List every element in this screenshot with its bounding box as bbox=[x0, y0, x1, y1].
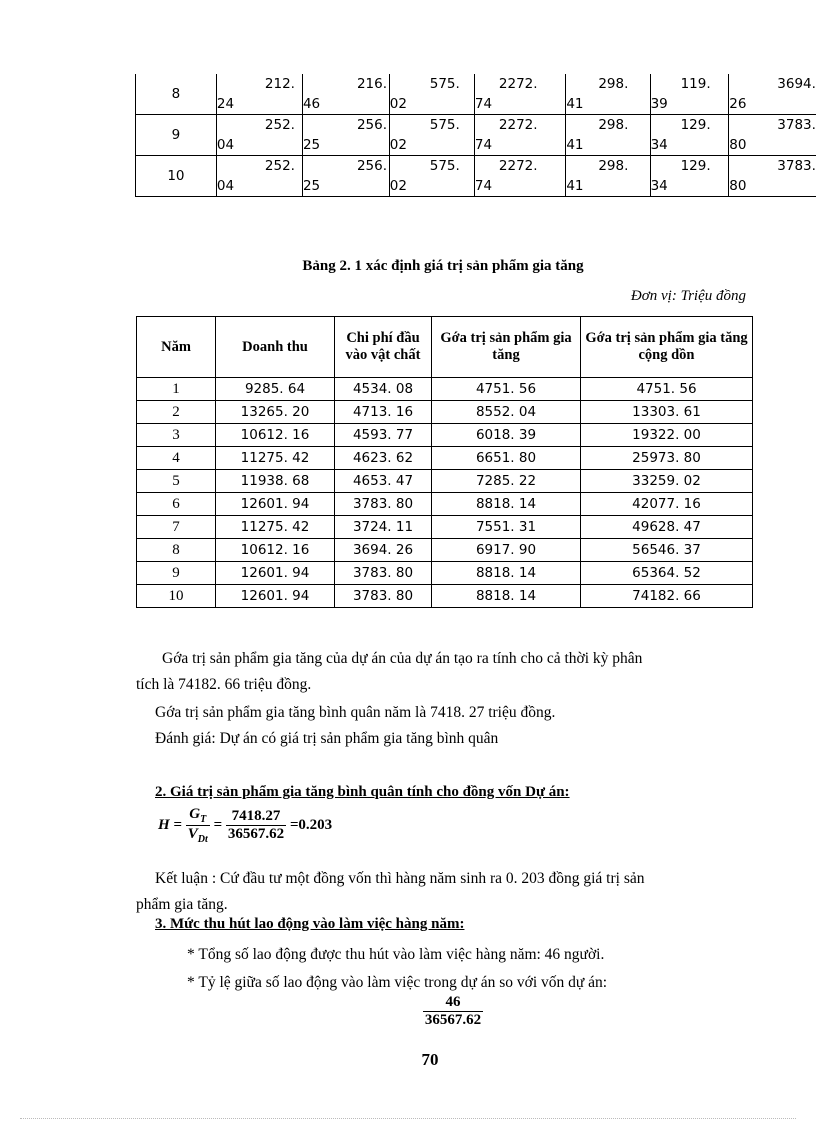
cell-line-1: 256. bbox=[356, 158, 388, 174]
table-cell: 8552. 04 bbox=[432, 401, 581, 424]
cell-line-1: 216. bbox=[356, 76, 388, 92]
cell-line-2: 41 bbox=[566, 96, 584, 112]
cell-line-1: 298. bbox=[598, 117, 629, 133]
continuation-table bbox=[135, 74, 816, 197]
formula-g-sub: T bbox=[200, 814, 207, 825]
cell-line-2: 25 bbox=[302, 137, 321, 153]
table-cell: 4751. 56 bbox=[581, 378, 753, 401]
paragraph-2: Gớa trị sản phẩm gia tăng bình quân năm là 7418. 27 triệu đồng. bbox=[155, 704, 556, 721]
table-cell: 5 bbox=[137, 470, 216, 493]
table-cell: 6 bbox=[137, 493, 216, 516]
table-row bbox=[137, 378, 753, 401]
cell-line-2: 34 bbox=[650, 137, 668, 153]
table-header-row bbox=[137, 317, 753, 378]
table-cell: 4623. 62 bbox=[335, 447, 432, 470]
table-row bbox=[137, 493, 753, 516]
table-row bbox=[137, 516, 753, 539]
table-row bbox=[136, 115, 816, 156]
table-cell: 12601. 94 bbox=[216, 562, 335, 585]
cell-line-2: 02 bbox=[389, 178, 407, 194]
cell-line-2: 80 bbox=[729, 178, 747, 194]
row-year: 10 bbox=[136, 156, 217, 197]
ratio-num: 46 bbox=[423, 994, 483, 1012]
formula-ratio-symbolic bbox=[186, 806, 210, 845]
unit-label: Đơn vị: Triệu đồng bbox=[630, 288, 746, 304]
table-cell bbox=[389, 115, 474, 156]
ratio-den: 36567.62 bbox=[424, 1012, 482, 1028]
table-cell bbox=[650, 115, 729, 156]
table-cell: 11938. 68 bbox=[216, 470, 335, 493]
table-cell: 11275. 42 bbox=[216, 516, 335, 539]
cell-line-2: 41 bbox=[566, 137, 584, 153]
table-cell: 8818. 14 bbox=[432, 562, 581, 585]
table-row bbox=[137, 470, 753, 493]
paragraph-1-line-2: tích là 74182. 66 triệu đồng. bbox=[136, 676, 312, 693]
cell-line-1: 256. bbox=[356, 117, 388, 133]
cell-line-1: 212. bbox=[264, 76, 295, 92]
cell-line-2: 25 bbox=[302, 178, 321, 194]
cell-line-2: 74 bbox=[474, 178, 493, 194]
header-revenue: Doanh thu bbox=[216, 317, 335, 378]
table-cell bbox=[216, 115, 302, 156]
formula-eq-3: = bbox=[289, 816, 299, 833]
table-cell: 12601. 94 bbox=[216, 493, 335, 516]
cell-line-2: 74 bbox=[474, 137, 493, 153]
table-cell bbox=[566, 74, 650, 115]
page-bottom-divider bbox=[20, 1118, 796, 1119]
table-cell: 8 bbox=[137, 539, 216, 562]
cell-line-1: 2272. bbox=[498, 117, 538, 133]
table-cell bbox=[566, 115, 650, 156]
cell-line-2: 41 bbox=[566, 178, 584, 194]
cell-line-1: 3694. bbox=[777, 76, 816, 92]
table-cell: 13303. 61 bbox=[581, 401, 753, 424]
table-row bbox=[137, 424, 753, 447]
table-cell: 3694. 26 bbox=[335, 539, 432, 562]
table-cell: 4653. 47 bbox=[335, 470, 432, 493]
table-cell: 6651. 80 bbox=[432, 447, 581, 470]
cell-line-1: 252. bbox=[264, 158, 295, 174]
table-cell bbox=[566, 156, 650, 197]
table-cell: 7285. 22 bbox=[432, 470, 581, 493]
cell-line-2: 04 bbox=[216, 137, 235, 153]
table-cell: 42077. 16 bbox=[581, 493, 753, 516]
conclusion-line-2: phẩm gia tăng. bbox=[136, 896, 228, 913]
cell-line-1: 252. bbox=[264, 117, 295, 133]
cell-line-2: 46 bbox=[302, 96, 321, 112]
table-cell: 25973. 80 bbox=[581, 447, 753, 470]
row-year: 9 bbox=[136, 115, 217, 156]
table-cell: 12601. 94 bbox=[216, 585, 335, 608]
table-cell bbox=[650, 156, 729, 197]
cell-line-1: 119. bbox=[680, 76, 711, 92]
cell-line-1: 298. bbox=[598, 158, 629, 174]
formula-h bbox=[158, 806, 332, 845]
table-row bbox=[137, 562, 753, 585]
table-cell: 3 bbox=[137, 424, 216, 447]
heading-3: 3. Mức thu hút lao động vào làm việc hàng năm: bbox=[155, 916, 465, 932]
table-cell bbox=[729, 115, 816, 156]
table-cell: 4713. 16 bbox=[335, 401, 432, 424]
table-cell: 13265. 20 bbox=[216, 401, 335, 424]
table-cell: 3783. 80 bbox=[335, 562, 432, 585]
cell-line-1: 298. bbox=[598, 76, 629, 92]
table-cell: 6018. 39 bbox=[432, 424, 581, 447]
table-row bbox=[137, 539, 753, 562]
cell-line-1: 575. bbox=[429, 158, 460, 174]
cell-line-1: 129. bbox=[680, 117, 711, 133]
table-cell: 9 bbox=[137, 562, 216, 585]
cell-line-2: 80 bbox=[729, 137, 747, 153]
cell-line-2: 74 bbox=[474, 96, 493, 112]
table-cell: 4593. 77 bbox=[335, 424, 432, 447]
table-cell: 3783. 80 bbox=[335, 493, 432, 516]
paragraph-1-line-1: Gớa trị sản phẩm gia tăng của dự án của dự án tạo ra tính cho cả thời kỳ phân bbox=[162, 650, 643, 667]
table-cell: 8818. 14 bbox=[432, 585, 581, 608]
table-cell: 49628. 47 bbox=[581, 516, 753, 539]
table-cell: 4534. 08 bbox=[335, 378, 432, 401]
table-cell bbox=[650, 74, 729, 115]
cell-line-1: 2272. bbox=[498, 158, 538, 174]
table-cell bbox=[216, 74, 302, 115]
formula-g: G bbox=[189, 806, 201, 822]
table-cell: 10612. 16 bbox=[216, 539, 335, 562]
table-cell bbox=[216, 156, 302, 197]
table-cell: 8818. 14 bbox=[432, 493, 581, 516]
formula-ratio-numeric bbox=[226, 808, 286, 843]
table-cell bbox=[474, 115, 565, 156]
header-value-added: Gớa trị sản phẩm gia tăng bbox=[432, 317, 581, 378]
cell-line-2: 26 bbox=[729, 96, 747, 112]
table-cell: 56546. 37 bbox=[581, 539, 753, 562]
cell-line-2: 02 bbox=[389, 96, 407, 112]
table-row bbox=[136, 74, 816, 115]
cell-line-1: 3783. bbox=[777, 158, 816, 174]
formula-eq-2: = bbox=[213, 816, 223, 833]
bullet-1: * Tổng số lao động được thu hút vào làm việc hàng năm: 46 người. bbox=[187, 946, 605, 963]
formula-result: 0.203 bbox=[298, 816, 333, 833]
table-title: Bảng 2. 1 xác định giá trị sản phẩm gia tăng bbox=[302, 258, 584, 274]
labor-ratio bbox=[0, 994, 816, 1029]
bullet-2: * Tỷ lệ giữa số lao động vào làm việc trong dự án so với vốn dự án: bbox=[187, 974, 608, 991]
cell-line-1: 2272. bbox=[498, 76, 538, 92]
formula-eq: = bbox=[173, 816, 182, 833]
table-cell: 19322. 00 bbox=[581, 424, 753, 447]
cell-line-2: 02 bbox=[389, 137, 407, 153]
value-added-table bbox=[136, 316, 753, 608]
formula-lhs: H bbox=[158, 816, 170, 833]
formula-num: 7418.27 bbox=[226, 808, 286, 826]
conclusion-line-1: Kết luận : Cứ đầu tư một đồng vốn thì hàng năm sinh ra 0. 203 đồng giá trị sản bbox=[155, 870, 645, 887]
table-cell bbox=[474, 156, 565, 197]
table-cell: 1 bbox=[137, 378, 216, 401]
header-cumulative: Gớa trị sản phẩm gia tăng cộng dồn bbox=[581, 317, 753, 378]
cell-line-2: 04 bbox=[216, 178, 235, 194]
table-cell: 74182. 66 bbox=[581, 585, 753, 608]
table-cell: 7 bbox=[137, 516, 216, 539]
paragraph-3: Đánh giá: Dự án có giá trị sản phẩm gia tăng bình quân bbox=[155, 730, 499, 747]
table-cell: 33259. 02 bbox=[581, 470, 753, 493]
cell-line-2: 39 bbox=[650, 96, 668, 112]
table-cell: 10 bbox=[137, 585, 216, 608]
table-cell: 11275. 42 bbox=[216, 447, 335, 470]
table-cell: 4 bbox=[137, 447, 216, 470]
table-cell bbox=[302, 115, 389, 156]
table-cell: 4751. 56 bbox=[432, 378, 581, 401]
table-cell: 2 bbox=[137, 401, 216, 424]
heading-2: 2. Giá trị sản phẩm gia tăng bình quân tính cho đồng vốn Dự án: bbox=[155, 784, 570, 800]
table-row bbox=[137, 447, 753, 470]
table-row bbox=[137, 585, 753, 608]
table-cell bbox=[302, 156, 389, 197]
cell-line-2: 24 bbox=[216, 96, 235, 112]
table-cell bbox=[389, 74, 474, 115]
table-cell bbox=[302, 74, 389, 115]
cell-line-2: 34 bbox=[650, 178, 668, 194]
table-row bbox=[137, 401, 753, 424]
formula-den: 36567.62 bbox=[227, 826, 285, 842]
table-cell bbox=[729, 156, 816, 197]
table-cell: 10612. 16 bbox=[216, 424, 335, 447]
cell-line-1: 129. bbox=[680, 158, 711, 174]
header-material-cost: Chi phí đầu vào vật chất bbox=[335, 317, 432, 378]
cell-line-1: 575. bbox=[429, 76, 460, 92]
row-year: 8 bbox=[136, 74, 217, 115]
table-cell: 7551. 31 bbox=[432, 516, 581, 539]
table-cell: 3724. 11 bbox=[335, 516, 432, 539]
page-number: 70 bbox=[421, 1050, 439, 1069]
header-year: Năm bbox=[137, 317, 216, 378]
table-cell: 65364. 52 bbox=[581, 562, 753, 585]
table-row bbox=[136, 156, 816, 197]
cell-line-1: 3783. bbox=[777, 117, 816, 133]
table-cell bbox=[389, 156, 474, 197]
table-cell bbox=[474, 74, 565, 115]
cell-line-1: 575. bbox=[429, 117, 460, 133]
table-cell: 9285. 64 bbox=[216, 378, 335, 401]
formula-v: V bbox=[187, 826, 198, 842]
table-cell: 3783. 80 bbox=[335, 585, 432, 608]
formula-v-sub: Dt bbox=[197, 834, 208, 845]
table-cell: 6917. 90 bbox=[432, 539, 581, 562]
table-cell bbox=[729, 74, 816, 115]
